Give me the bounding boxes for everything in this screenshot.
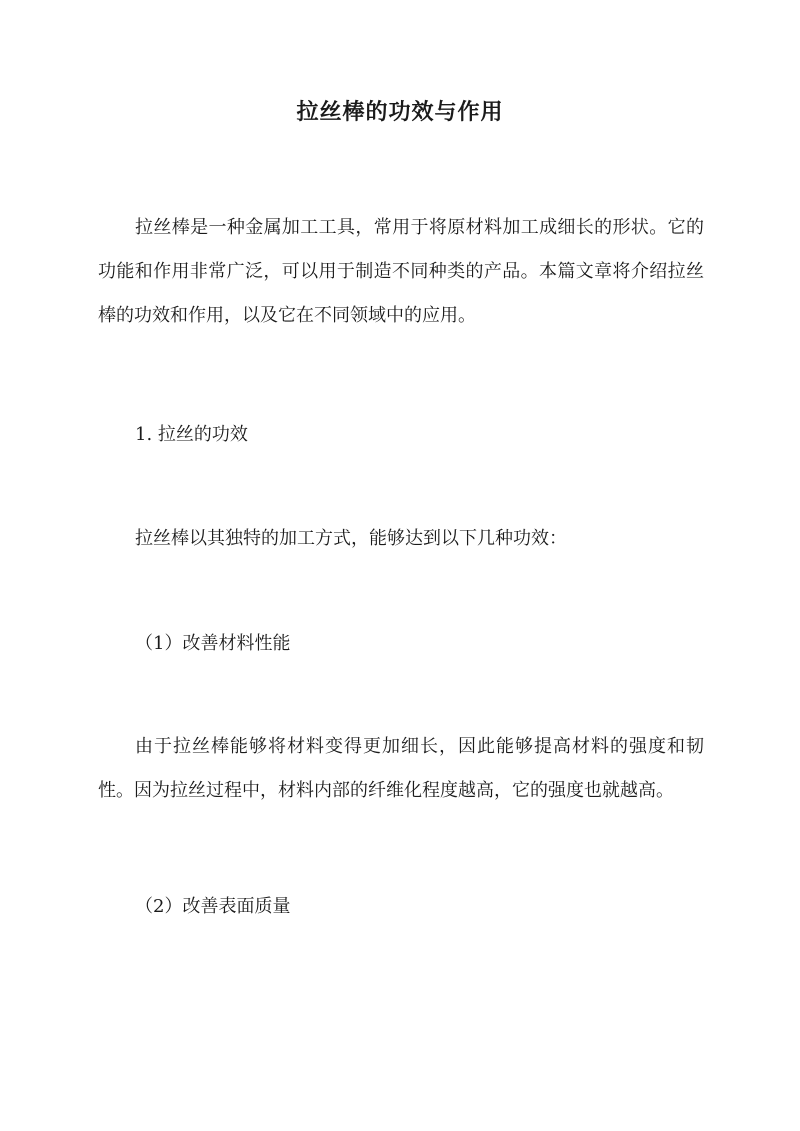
body-paragraph: 由于拉丝棒能够将材料变得更加细长，因此能够提高材料的强度和韧性。因为拉丝过程中，材料内部的纤维化程度越高，它的强度也就越高。: [98, 736, 704, 801]
section-heading: 1. 拉丝的功效: [135, 424, 248, 445]
intro-paragraph: 拉丝棒是一种金属加工工具，常用于将原材料加工成细长的形状。它的功能和作用非常广泛，可以用于制造不同种类的产品。本篇文章将介绍拉丝棒的功效和作用，以及它在不同领域中的应用。: [98, 217, 704, 326]
document-title: 拉丝棒的功效与作用: [296, 99, 504, 125]
subsection-heading: （1）改善材料性能: [135, 633, 291, 654]
body-paragraph: 拉丝棒以其独特的加工方式，能够达到以下几种功效：: [135, 528, 567, 549]
subsection-heading: （2）改善表面质量: [135, 896, 291, 917]
